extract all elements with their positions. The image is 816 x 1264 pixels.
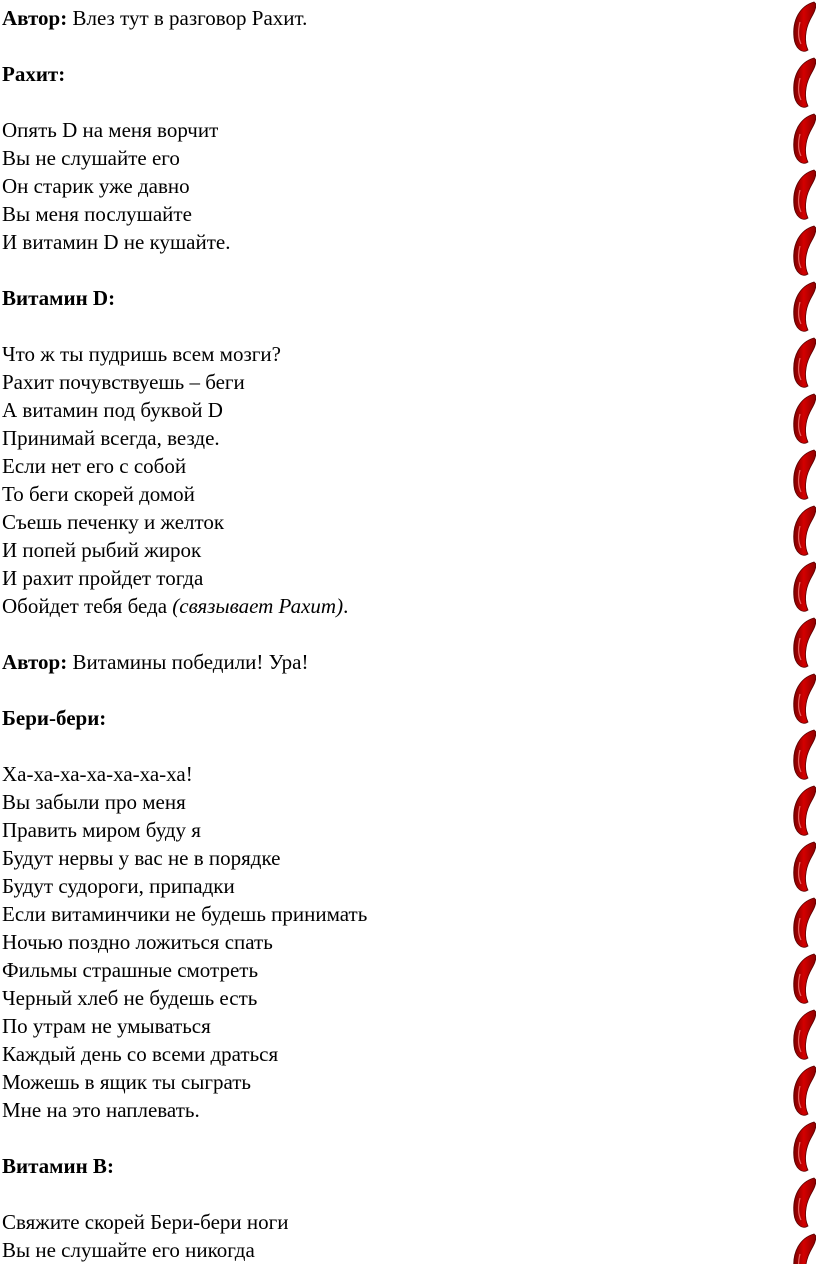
stage-direction: (связывает Рахит)	[172, 594, 344, 618]
verse-line: По утрам не умываться	[2, 1014, 211, 1038]
beriberi-heading: Бери-бери:	[2, 706, 107, 730]
verse-line: Мне на это наплевать.	[2, 1098, 200, 1122]
verse-line-with-stage-direction	[2, 592, 772, 620]
line-text: Влез тут в разговор Рахит.	[67, 6, 308, 30]
verse-line: Вы забыли про меня	[2, 790, 186, 814]
red-leaf-ornament-icon	[794, 226, 816, 275]
script-text	[2, 0, 772, 1264]
vitamin-b-heading: Витамин В:	[2, 1154, 114, 1178]
verse-line: Свяжите скорей Бери-бери ноги	[2, 1210, 289, 1234]
verse-line: И витамин D не кушайте.	[2, 230, 231, 254]
verse-line: А витамин под буквой D	[2, 398, 223, 422]
verse-line: Будут нервы у вас не в порядке	[2, 846, 281, 870]
line-text: Витамины победили! Ура!	[67, 650, 309, 674]
author-intro-line	[2, 4, 772, 32]
verse-line: Каждый день со всеми драться	[2, 1042, 279, 1066]
verse-line: Если нет его с собой	[2, 454, 187, 478]
red-leaf-ornament-icon	[794, 58, 816, 107]
red-leaf-ornament-icon	[794, 394, 816, 443]
red-leaf-ornament-icon	[794, 730, 816, 779]
verse-line: Ночью поздно ложиться спать	[2, 930, 273, 954]
verse-line: Вы не слушайте его	[2, 146, 180, 170]
verse-line: Вы меня послушайте	[2, 202, 192, 226]
rakhit-heading: Рахит:	[2, 62, 66, 86]
verse-line: Опять D на меня ворчит	[2, 118, 219, 142]
verse-line: Фильмы страшные смотреть	[2, 958, 259, 982]
speaker-label: Автор:	[2, 6, 68, 30]
red-leaf-ornament-icon	[794, 954, 816, 1003]
verse-line: Вы не слушайте его никогда	[2, 1238, 255, 1262]
red-leaf-ornament-icon	[794, 1234, 816, 1264]
red-leaf-ornament-icon	[794, 2, 816, 51]
red-leaf-ornament-icon	[794, 170, 816, 219]
decorative-border	[790, 0, 816, 1244]
verse-line: Он старик уже давно	[2, 174, 190, 198]
red-leaf-ornament-icon	[794, 674, 816, 723]
speaker-label: Автор:	[2, 650, 68, 674]
red-leaf-ornament-icon	[794, 114, 816, 163]
verse-line: И рахит пройдет тогда	[2, 566, 204, 590]
line-text: Обойдет тебя беда	[2, 594, 173, 618]
red-leaf-ornament-icon	[794, 450, 816, 499]
red-leaf-ornament-icon	[794, 282, 816, 331]
verse-line: Будут судороги, припадки	[2, 874, 235, 898]
verse-line: Можешь в ящик ты сыграть	[2, 1070, 251, 1094]
verse-line: То беги скорей домой	[2, 482, 195, 506]
red-leaf-ornament-icon	[794, 1122, 816, 1171]
verse-line: И попей рыбий жирок	[2, 538, 202, 562]
red-leaf-ornament-icon	[794, 1178, 816, 1227]
verse-line: Рахит почувствуешь – беги	[2, 370, 245, 394]
red-leaf-ornament-icon	[794, 898, 816, 947]
red-leaf-ornament-icon	[794, 562, 816, 611]
red-leaf-ornament-icon	[794, 506, 816, 555]
verse-line: Править миром буду я	[2, 818, 201, 842]
verse-line: Принимай всегда, везде.	[2, 426, 220, 450]
verse-line: Съешь печенку и желток	[2, 510, 225, 534]
red-leaf-ornament-icon	[794, 786, 816, 835]
verse-line: Если витаминчики не будешь принимать	[2, 902, 368, 926]
author-victory-line	[2, 648, 772, 676]
verse-line: Черный хлеб не будешь есть	[2, 986, 258, 1010]
line-end: .	[343, 594, 349, 618]
verse-line: Что ж ты пудришь всем мозги?	[2, 342, 281, 366]
red-leaf-ornament-icon	[794, 842, 816, 891]
red-leaf-ornament-icon	[794, 1066, 816, 1115]
vitamin-d-heading: Витамин D:	[2, 286, 116, 310]
red-leaf-ornament-icon	[794, 1010, 816, 1059]
verse-line: Ха-ха-ха-ха-ха-ха-ха!	[2, 762, 193, 786]
red-leaf-ornament-icon	[794, 338, 816, 387]
red-leaf-ornament-icon	[794, 618, 816, 667]
